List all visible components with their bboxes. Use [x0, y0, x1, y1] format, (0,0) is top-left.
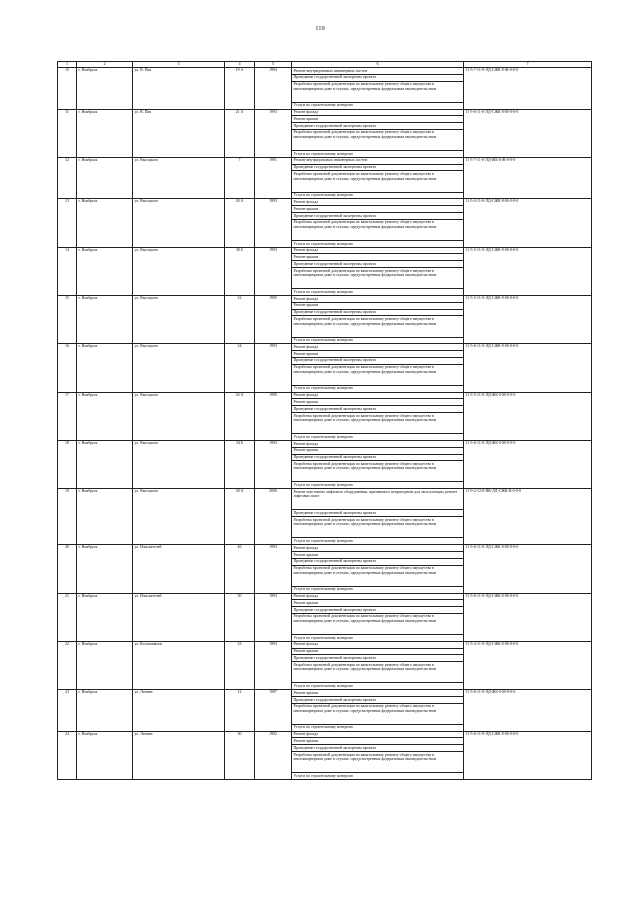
work-item: Проведение государственной экспертизы проекта — [292, 75, 463, 82]
table-row — [58, 68, 592, 110]
table-row — [58, 641, 592, 689]
street-cell: ул. Высоцкого — [133, 344, 225, 392]
column-number: 3 — [133, 62, 225, 68]
year-cell: 1993 — [255, 545, 292, 593]
work-item: Услуги по строительному контролю — [293, 193, 354, 198]
house-cell: 34 Б — [225, 440, 255, 488]
code-cell: 11-5-5-11-0-ЛД-ЖБ-0-М-0-0-0 — [464, 392, 592, 440]
work-item: Ремонт крыши — [292, 600, 463, 607]
work-item: Услуги по строительному контролю — [293, 241, 354, 246]
street-cell: ул. Изыскателей — [133, 593, 225, 641]
code-cell: 11-5-6-11-0-ЛД-ЖБ-0-М-0-0-0 — [464, 440, 592, 488]
work-item: Разработка проектной документации по капитальному ремонту общего имущества в многоквартирном доме в случаях, предусмотренных федеральным законодательством — [292, 704, 463, 725]
work-item: Ремонт внутридомовых инженерных систем — [292, 158, 463, 165]
table-row — [58, 731, 592, 779]
work-item: Разработка проектной документации по капитальному ремонту общего имущества в многоквартирном доме в случаях, предусмотренных федеральным законодательством — [292, 316, 463, 337]
table-row — [58, 489, 592, 545]
work-item: Разработка проектной документации по капитальному ремонту общего имущества в многоквартирном доме в случаях, предусмотренных федеральным законодательством — [292, 220, 463, 241]
code-cell: 11-5-6-11-0-ЛД-СЖК-0-М-0-0-0 — [464, 344, 592, 392]
code-cell: 11-5-4-11-0-ЛД-СЖК-0-М-0-0-0 — [464, 199, 592, 247]
street-cell: ул. Высоцкого — [133, 440, 225, 488]
street-cell: ул. Космонавтов — [133, 641, 225, 689]
work-item: Услуги по строительному контролю — [293, 338, 354, 343]
work-item: Разработка проектной документации по капитальному ремонту общего имущества в многоквартирном доме в случаях, предусмотренных федеральным законодательством — [292, 662, 463, 683]
work-item: Услуги по строительному контролю — [293, 103, 354, 108]
year-cell: 1991 — [255, 157, 292, 199]
house-cell: 34 — [225, 344, 255, 392]
work-item: Проведение государственной экспертизы проекта — [292, 165, 463, 172]
city-cell: г. Ноябрьск — [77, 392, 133, 440]
row-number: 20 — [58, 545, 77, 593]
house-cell: 7 — [225, 157, 255, 199]
column-number: 2 — [77, 62, 133, 68]
year-cell: 1990 — [255, 392, 292, 440]
row-number: 19 — [58, 489, 77, 545]
work-item: Услуги по строительному контролю — [293, 289, 354, 294]
table-row — [58, 545, 592, 593]
work-item: Проведение государственной экспертизы проекта — [292, 406, 463, 413]
work-item: Проведение государственной экспертизы проекта — [292, 655, 463, 662]
code-cell: 11-5-7-11-0-ЛД-ЖБ-0-Ж-0-0-0 — [464, 157, 592, 199]
year-cell: 1993 — [255, 344, 292, 392]
street-cell: ул. Высоцкого — [133, 392, 225, 440]
work-item: Ремонт или замена лифтового оборудования, признанного непригодным для эксплуатации, ремонт лифтовых шахт — [292, 489, 463, 510]
city-cell: г. Ноябрьск — [77, 545, 133, 593]
works-cell — [292, 68, 464, 110]
work-item: Разработка проектной документации по капитальному ремонту общего имущества в многоквартирном доме в случаях, предусмотренных федеральным законодательством — [292, 82, 463, 103]
work-item: Ремонт крыши — [292, 351, 463, 358]
work-item: Ремонт крыши — [292, 552, 463, 559]
house-cell: 33 — [225, 641, 255, 689]
work-item: Проведение государственной экспертизы проекта — [292, 213, 463, 220]
work-item: Проведение государственной экспертизы проекта — [292, 310, 463, 317]
work-item: Услуги по строительному контролю — [293, 539, 354, 543]
table-row — [58, 593, 592, 641]
works-cell — [292, 593, 464, 641]
work-item: Ремонт крыши — [292, 116, 463, 123]
work-item: Ремонт фасада — [292, 732, 463, 739]
row-number: 10 — [58, 68, 77, 110]
column-number: 1 — [58, 62, 77, 68]
work-item: Ремонт крыши — [292, 303, 463, 310]
works-cell — [292, 344, 464, 392]
works-cell — [292, 157, 464, 199]
year-cell: 1993 — [255, 247, 292, 295]
city-cell: г. Ноябрьск — [77, 68, 133, 110]
year-cell: 1982 — [255, 731, 292, 779]
work-item: Проведение государственной экспертизы проекта — [292, 697, 463, 704]
works-cell — [292, 109, 464, 157]
work-item: Услуги по строительному контролю — [293, 683, 354, 688]
work-item: Услуги по строительному контролю — [293, 434, 354, 439]
house-cell: 30 Б — [225, 247, 255, 295]
table-row — [58, 109, 592, 157]
work-item: Разработка проектной документации по капитальному ремонту общего имущества в многоквартирном доме в случаях, предусмотренных федеральным законодательством — [292, 752, 463, 773]
work-item: Ремонт фасада — [292, 296, 463, 303]
street-cell: ул. Высоцкого — [133, 489, 225, 545]
row-number: 13 — [58, 199, 77, 247]
work-item: Услуги по строительному контролю — [293, 386, 354, 391]
city-cell: г. Ноябрьск — [77, 109, 133, 157]
city-cell: г. Ноябрьск — [77, 641, 133, 689]
work-item: Разработка проектной документации по капитальному ремонту общего имущества в многоквартирном доме в случаях, предусмотренных федеральным законодательством — [292, 413, 463, 434]
code-cell: 11-5-5-11-0-ЛД-СЖК-0-М-0-0-0 — [464, 296, 592, 344]
work-item: Ремонт фасада — [292, 441, 463, 448]
row-number: 23 — [58, 690, 77, 732]
work-item: Проведение государственной экспертизы проекта — [292, 261, 463, 268]
house-cell: 12 — [225, 690, 255, 732]
city-cell: г. Ноябрьск — [77, 199, 133, 247]
work-item: Разработка проектной документации по капитальному ремонту общего имущества в многоквартирном доме в случаях, предусмотренных федеральным законодательством — [292, 461, 463, 482]
work-item: Проведение государственной экспертизы проекта — [292, 745, 463, 752]
code-cell: 11-5-5-11-0-ЛД-СЖК-0-М-0-0-0 — [464, 247, 592, 295]
street-cell: ул. Высоцкого — [133, 157, 225, 199]
work-item: Ремонт крыши — [292, 690, 463, 697]
code-cell: 11-5-6-11-0-ЛД-СЖК-0-М-0-0-0 — [464, 731, 592, 779]
work-item: Ремонт фасада — [292, 199, 463, 206]
column-number: 4 — [225, 62, 255, 68]
work-item: Услуги по строительному контролю — [293, 773, 354, 778]
column-number: 7 — [464, 62, 592, 68]
row-number: 15 — [58, 296, 77, 344]
table-row — [58, 690, 592, 732]
work-item: Ремонт крыши — [292, 254, 463, 261]
work-item: Разработка проектной документации по капитальному ремонту общего имущества в многоквартирном доме в случаях, предусмотренных федеральным законодательством — [292, 614, 463, 635]
year-cell: 1992 — [255, 440, 292, 488]
code-cell: 11-5-6-11-0-ЛД-СЖК-0-М-0-0-0 — [464, 109, 592, 157]
table-row — [58, 199, 592, 247]
work-item: Разработка проектной документации по капитальному ремонту общего имущества в многоквартирном доме в случаях, предусмотренных федеральным законодательством — [292, 268, 463, 289]
works-cell — [292, 296, 464, 344]
work-item: Разработка проектной документации по капитальному ремонту общего имущества в многоквартирном доме в случаях, предусмотренных федеральным законодательством — [292, 130, 463, 151]
city-cell: г. Ноябрьск — [77, 731, 133, 779]
work-item: Ремонт внутридомовых инженерных систем — [292, 68, 463, 75]
code-cell: 11-5-6-11-0-ЛД-СЖК-0-М-0-0-0 — [464, 593, 592, 641]
work-item: Ремонт фасада — [292, 248, 463, 255]
works-cell — [292, 690, 464, 732]
code-cell: 11-5-6-11-0-ЛД-ЖБ-0-М-0-0-0 — [464, 690, 592, 732]
street-cell: ул. Ленина — [133, 690, 225, 732]
city-cell: г. Ноябрьск — [77, 247, 133, 295]
works-cell — [292, 489, 464, 545]
work-item: Ремонт крыши — [292, 738, 463, 745]
column-number: 6 — [292, 62, 464, 68]
work-item: Ремонт фасада — [292, 110, 463, 117]
works-cell — [292, 199, 464, 247]
house-cell: 30 А — [225, 199, 255, 247]
registry-table — [57, 61, 592, 780]
table-row — [58, 440, 592, 488]
table-row — [58, 157, 592, 199]
works-cell — [292, 545, 464, 593]
row-number: 14 — [58, 247, 77, 295]
house-cell: 50 — [225, 593, 255, 641]
work-item: Разработка проектной документации по капитальному ремонту общего имущества в многоквартирном доме в случаях, предусмотренных федеральным законодательством — [292, 566, 463, 587]
house-cell: 34 А — [225, 392, 255, 440]
house-cell: 19 А — [225, 68, 255, 110]
code-cell: 11-9-2-12-0-ПК-ЛД-СЖК-К-0-0-0 — [464, 489, 592, 545]
table-row — [58, 392, 592, 440]
work-item: Ремонт фасада — [292, 594, 463, 601]
house-cell: 46 — [225, 545, 255, 593]
city-cell: г. Ноябрьск — [77, 593, 133, 641]
year-cell: 1993 — [255, 68, 292, 110]
work-item: Ремонт крыши — [292, 649, 463, 656]
house-cell: 32 — [225, 296, 255, 344]
column-number: 5 — [255, 62, 292, 68]
row-number: 11 — [58, 109, 77, 157]
page-number: 119 — [315, 25, 325, 32]
house-cell: 38 А — [225, 489, 255, 545]
city-cell: г. Ноябрьск — [77, 489, 133, 545]
work-item: Ремонт фасада — [292, 642, 463, 649]
work-item: Услуги по строительному контролю — [293, 483, 354, 488]
works-cell — [292, 731, 464, 779]
work-item: Проведение государственной экспертизы проекта — [292, 123, 463, 130]
row-number: 22 — [58, 641, 77, 689]
work-item: Ремонт крыши — [292, 399, 463, 406]
work-item: Ремонт фасада — [292, 393, 463, 400]
street-cell: ул. Ленина — [133, 731, 225, 779]
work-item: Проведение государственной экспертизы проекта — [292, 559, 463, 566]
city-cell: г. Ноябрьск — [77, 690, 133, 732]
year-cell: 1993 — [255, 109, 292, 157]
street-cell: ул. Высоцкого — [133, 199, 225, 247]
code-cell: 11-5-4-11-0-ЛД-СЖК-0-М-0-0-0 — [464, 641, 592, 689]
work-item: Разработка проектной документации по капитальному ремонту общего имущества в многоквартирном доме в случаях, предусмотренных федеральным законодательством — [292, 517, 463, 538]
works-cell — [292, 641, 464, 689]
work-item: Услуги по строительному контролю — [293, 635, 354, 640]
table-row — [58, 296, 592, 344]
street-cell: ул. Высоцкого — [133, 296, 225, 344]
work-item: Проведение государственной экспертизы проекта — [292, 358, 463, 365]
row-number: 21 — [58, 593, 77, 641]
work-item: Ремонт крыши — [292, 448, 463, 455]
works-cell — [292, 247, 464, 295]
work-item: Проведение государственной экспертизы проекта — [292, 607, 463, 614]
work-item: Услуги по строительному контролю — [293, 151, 354, 156]
street-cell: ул. Высоцкого — [133, 247, 225, 295]
work-item: Разработка проектной документации по капитальному ремонту общего имущества в многоквартирном доме в случаях, предусмотренных федеральным законодательством — [292, 171, 463, 192]
year-cell: 2006 — [255, 489, 292, 545]
year-cell: 1993 — [255, 641, 292, 689]
table-row — [58, 247, 592, 295]
work-item: Ремонт фасада — [292, 344, 463, 351]
works-cell — [292, 392, 464, 440]
house-cell: 30 — [225, 731, 255, 779]
row-number: 18 — [58, 440, 77, 488]
work-item: Ремонт фасада — [292, 545, 463, 552]
works-cell — [292, 440, 464, 488]
street-cell: ул. В. Пая — [133, 68, 225, 110]
house-cell: 21 А — [225, 109, 255, 157]
row-number: 17 — [58, 392, 77, 440]
work-item: Проведение государственной экспертизы проекта — [292, 510, 463, 517]
city-cell: г. Ноябрьск — [77, 440, 133, 488]
city-cell: г. Ноябрьск — [77, 344, 133, 392]
year-cell: 1995 — [255, 296, 292, 344]
work-item: Ремонт крыши — [292, 206, 463, 213]
row-number: 16 — [58, 344, 77, 392]
code-cell: 11-5-7-11-0-ЛД-СЖК-0-Ж-0-0-0 — [464, 68, 592, 110]
work-item: Услуги по строительному контролю — [293, 587, 354, 592]
row-number: 24 — [58, 731, 77, 779]
work-item: Проведение государственной экспертизы проекта — [292, 455, 463, 462]
table-row — [58, 344, 592, 392]
work-item: Разработка проектной документации по капитальному ремонту общего имущества в многоквартирном доме в случаях, предусмотренных федеральным законодательством — [292, 365, 463, 386]
street-cell: ул. В. Пая — [133, 109, 225, 157]
year-cell: 1987 — [255, 690, 292, 732]
city-cell: г. Ноябрьск — [77, 296, 133, 344]
row-number: 12 — [58, 157, 77, 199]
work-item: Услуги по строительному контролю — [293, 725, 354, 730]
year-cell: 1993 — [255, 593, 292, 641]
city-cell: г. Ноябрьск — [77, 157, 133, 199]
code-cell: 11-5-6-11-0-ЛД-СЖК-0-М-0-0-0 — [464, 545, 592, 593]
year-cell: 1993 — [255, 199, 292, 247]
street-cell: ул. Изыскателей — [133, 545, 225, 593]
